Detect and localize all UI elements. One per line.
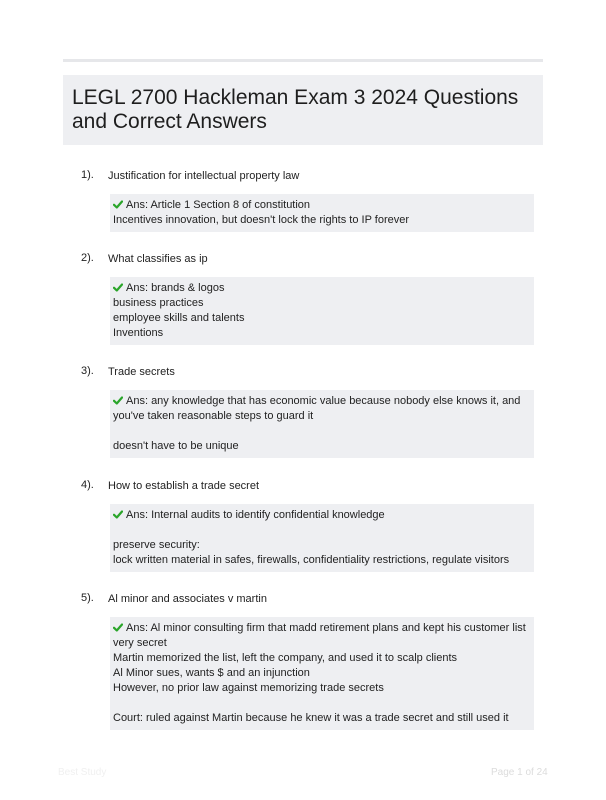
question-text: Al minor and associates v martin [108, 593, 267, 605]
answer-line: preserve security: [113, 539, 200, 551]
checkmark-icon [113, 283, 123, 292]
answer-box [110, 617, 534, 730]
answer-line [113, 696, 530, 711]
top-rule [63, 59, 543, 62]
answer-line: Ans: any knowledge that has economic value because nobody else knows it, and you've taken reasonable steps to guard it [113, 395, 521, 422]
question-text: Trade secrets [108, 366, 175, 378]
answer-line: business practices [113, 297, 204, 309]
answer-box [110, 390, 534, 458]
answer-line: employee skills and talents [113, 312, 245, 324]
document-title: LEGL 2700 Hackleman Exam 3 2024 Questions and Correct Answers [72, 86, 519, 133]
answer-line: Ans: brands & logos [113, 281, 530, 296]
question-text: Justification for intellectual property law [108, 170, 300, 182]
answer-line: Ans: Article 1 Section 8 of constitution [113, 198, 530, 213]
answer-line [113, 523, 530, 538]
answer-line: doesn't have to be unique [113, 440, 239, 452]
answer-line: Martin memorized the list, left the company, and used it to scalp clients [113, 652, 458, 664]
question-number: 1). [81, 169, 94, 181]
footer-brand: Best Study [58, 767, 107, 778]
answer-line: Ans: Al minor consulting firm that madd retirement plans and kept his customer list very secret [113, 622, 526, 649]
answer-line: Incentives innovation, but doesn't lock the rights to IP forever [113, 214, 410, 226]
question-text: What classifies as ip [108, 253, 208, 265]
answer-line: Al Minor sues, wants $ and an injunction [113, 667, 310, 679]
answer-box [110, 504, 534, 572]
checkmark-icon [113, 623, 123, 632]
answer-line: Inventions [113, 327, 164, 339]
answer-box [110, 194, 534, 232]
question-number: 2). [81, 252, 94, 264]
checkmark-icon [113, 200, 123, 209]
question-number: 5). [81, 592, 94, 604]
answer-line: Court: ruled against Martin because he knew it was a trade secret and still used it [113, 712, 509, 724]
title-block [63, 75, 543, 145]
answer-line: Ans: Internal audits to identify confidential knowledge [113, 508, 530, 523]
page-indicator: Page 1 of 24 [491, 767, 548, 778]
answer-line: lock written material in safes, firewalls, confidentiality restrictions, regulate visitors [113, 554, 510, 566]
question-text: How to establish a trade secret [108, 480, 260, 492]
checkmark-icon [113, 396, 123, 405]
answer-line [113, 424, 530, 439]
answer-box [110, 277, 534, 345]
question-number: 3). [81, 365, 94, 377]
answer-line: However, no prior law against memorizing trade secrets [113, 682, 384, 694]
checkmark-icon [113, 510, 123, 519]
question-number: 4). [81, 479, 94, 491]
